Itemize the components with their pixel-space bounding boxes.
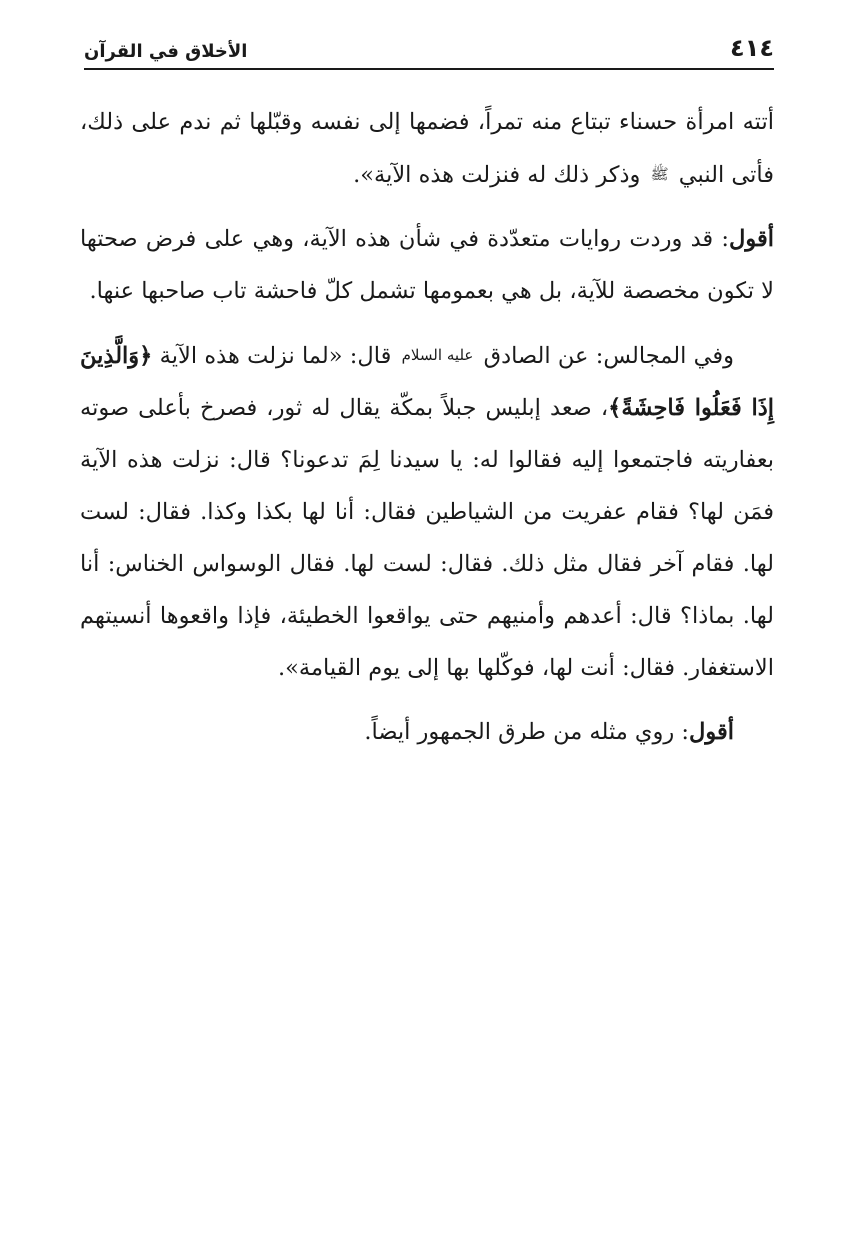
paragraph-3-text-a: وفي المجالس: عن الصادق [483,343,735,369]
running-header [84,30,774,70]
paragraph-4-text: : روي مثله من طرق الجمهور أيضاً. [364,719,690,745]
paragraph-2-text: : قد وردت روايات متعدّدة في شأن هذه الآية، وهي على فرض صحتها لا تكون مخصصة للآية، بل هي بعمومها تشمل كلّ فاحشة تاب صاحبها عنها. [80,226,774,304]
paragraph-2-intro: أقول [729,226,774,252]
paragraph-1 [80,96,774,201]
paragraph-4-intro: أقول [689,719,734,745]
blessing-glyph: عليه السلام [401,346,474,364]
book-title: الأخلاق في القرآن [84,41,248,62]
paragraph-4 [80,706,774,758]
blessing-glyph: ﷺ [650,165,669,183]
paragraph-1-text-b: وذكر ذلك له فنزلت هذه الآية». [353,162,641,188]
body-text [80,96,774,770]
paragraph-3 [80,329,774,694]
paragraph-3-text-c: ، صعد إبليس جبلاً بمكّة يقال له ثور، فصرخ بأعلى صوته بعفاريته فاجتمعوا إليه فقالوا له: يا سيدنا لِمَ تدعونا؟ قال: نزلت هذه الآية فمَن لها؟ فقام عفريت من الشياطين فقال: أنا لها بكذا وكذا. فقال: لست لها. فقام آخر فقال مثل ذلك. فقال: لست لها. فقال الوسواس الخناس: أنا لها. بماذا؟ قال: أعدهم وأمنيهم حتى يواقعوا الخطيئة، فإذا واقعوها أنسيتهم الاستغفار. فقال: أنت لها، فوكّلها بها إلى يوم القيامة». [80,395,774,681]
paragraph-2 [80,213,774,317]
paragraph-3-text-b: قال: «لما نزلت هذه الآية [159,343,392,369]
page-number: ٤١٤ [730,34,774,62]
quran-quote: ﴿وَالَّذِينَ إِذَا فَعَلُوا فَاحِشَةً﴾ [80,343,774,421]
paragraph-1-text-a: أتته امرأة حسناء تبتاع منه تمراً، فضمها إلى نفسه وقبّلها ثم ندم على ذلك، فأتى النبي [80,109,774,188]
